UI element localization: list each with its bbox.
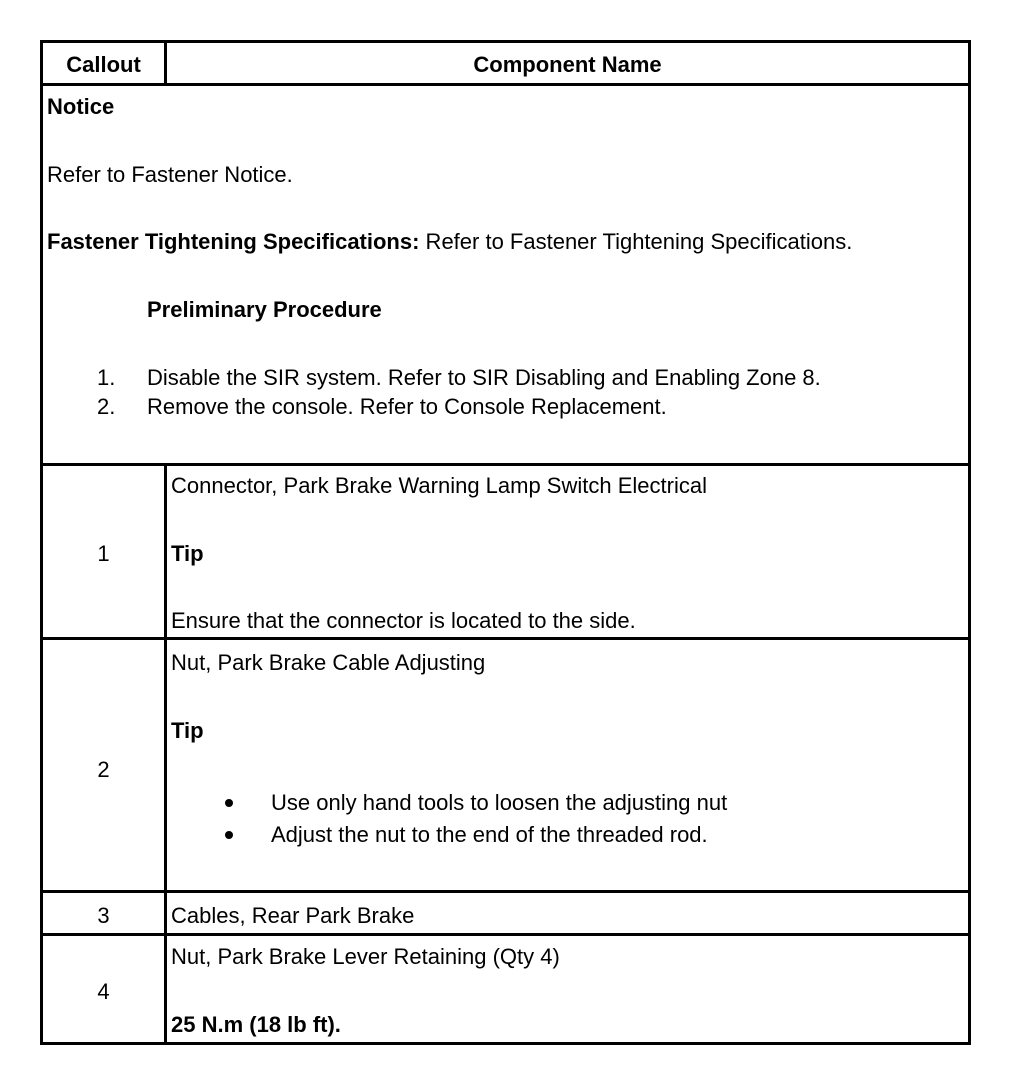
row-rule xyxy=(43,933,968,936)
preliminary-procedure-title: Preliminary Procedure xyxy=(147,297,382,322)
component-table xyxy=(40,40,971,1045)
tip-label: Tip xyxy=(171,718,204,743)
fastener-spec-label: Fastener Tightening Specifications: xyxy=(47,229,420,254)
bullet-text: Adjust the nut to the end of the threaded rod. xyxy=(271,822,708,847)
row-divider xyxy=(164,640,167,890)
callout-number: 4 xyxy=(97,979,110,1004)
row-rule xyxy=(43,637,968,640)
tip-text: Ensure that the connector is located to the side. xyxy=(171,608,636,633)
callout-number: 3 xyxy=(97,903,110,928)
bullet-dot xyxy=(225,799,233,807)
torque-spec: 25 N.m (18 lb ft). xyxy=(171,1012,341,1037)
row-divider xyxy=(164,466,167,645)
callout-number: 2 xyxy=(97,757,110,782)
component-name: Connector, Park Brake Warning Lamp Switch Electrical xyxy=(171,473,707,498)
bullet-text: Use only hand tools to loosen the adjusting nut xyxy=(271,790,728,815)
bullet-dot xyxy=(225,831,233,839)
step-number: 2. xyxy=(97,394,116,419)
notice-text: Refer to Fastener Notice. xyxy=(47,162,293,187)
notice-rule xyxy=(43,463,968,466)
step-number: 1. xyxy=(97,365,116,390)
row-rule xyxy=(43,890,968,893)
tip-label: Tip xyxy=(171,541,204,566)
header-component-name: Component Name xyxy=(473,52,662,77)
component-name: Nut, Park Brake Cable Adjusting xyxy=(171,650,486,675)
header-rule xyxy=(43,83,968,86)
fastener-spec-text: Refer to Fastener Tightening Specifications. xyxy=(419,229,853,254)
fastener-spec-line xyxy=(47,229,852,255)
component-name: Nut, Park Brake Lever Retaining (Qty 4) xyxy=(171,944,560,969)
row-divider xyxy=(164,893,167,933)
callout-number: 1 xyxy=(97,541,110,566)
step-text: Disable the SIR system. Refer to SIR Disabling and Enabling Zone 8. xyxy=(147,365,821,390)
row-divider xyxy=(164,936,167,1042)
header-divider xyxy=(164,43,167,83)
component-name: Cables, Rear Park Brake xyxy=(171,903,415,928)
notice-title: Notice xyxy=(47,94,115,119)
step-text: Remove the console. Refer to Console Replacement. xyxy=(147,394,667,419)
header-callout: Callout xyxy=(66,52,141,77)
